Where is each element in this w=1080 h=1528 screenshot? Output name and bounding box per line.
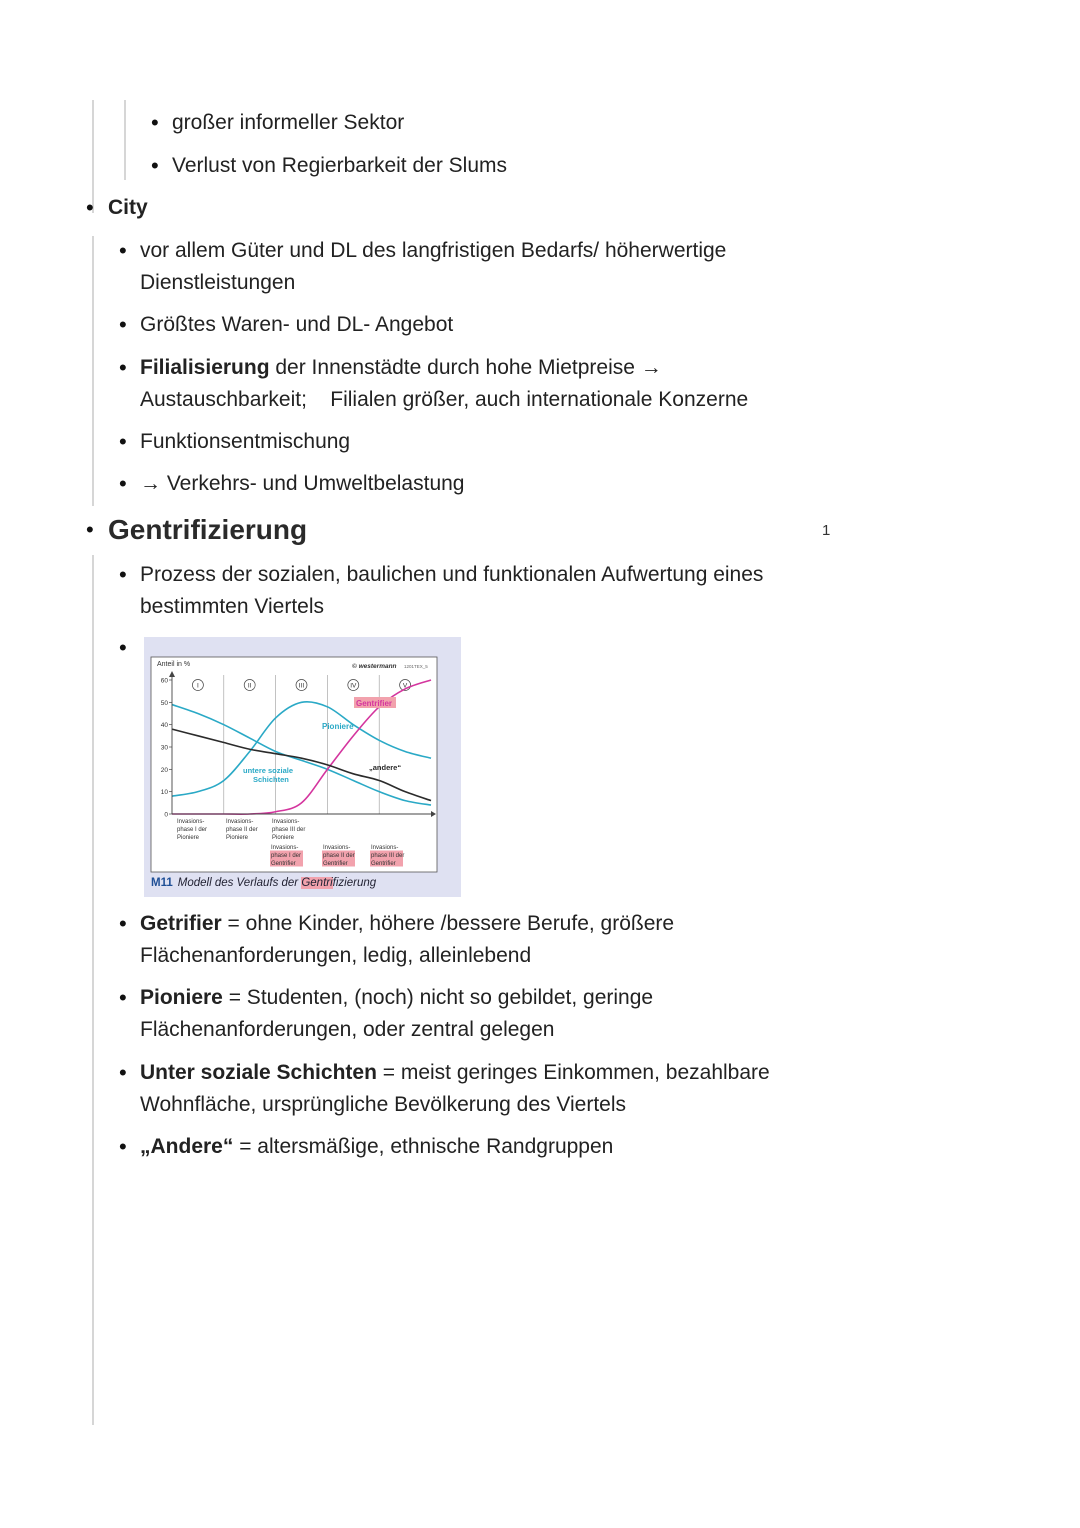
city-item-3-text: der Innenstädte durch hohe Mietpreise → — [269, 356, 662, 379]
city-item-4: Funktionsentmischung — [140, 430, 351, 453]
bullet: • — [119, 635, 127, 660]
curve-label-pioniere: Pioniere — [322, 722, 354, 731]
x-label-gentrifier-phase: Invasions- — [271, 845, 299, 851]
x-label-pioniere-phase: phase II der — [226, 827, 258, 833]
definition-pioniere-line-1 — [140, 982, 653, 1014]
city-item-2: Größtes Waren- und DL- Angebot — [140, 313, 454, 336]
y-tick-label: 60 — [160, 677, 168, 685]
curve-label-andere: „andere“ — [369, 763, 402, 772]
city-item-3-line-1 — [140, 352, 662, 384]
curve-label-untere-2: Schichten — [253, 775, 289, 784]
definition-pioniere-text: = Studenten, (noch) nicht so gebildet, geringe — [222, 986, 654, 1009]
x-label-pioniere-phase: Pioniere — [226, 835, 249, 841]
x-label-gentrifier-phase: Invasions- — [371, 845, 399, 851]
figure-caption — [151, 877, 376, 889]
x-label-gentrifier-phase: Invasions- — [323, 845, 351, 851]
definition-gentrifier-line-2: Flächenanforderungen, ledig, alleinlebend — [140, 944, 532, 967]
gentrification-model-figure — [144, 637, 461, 897]
bullet: • — [119, 471, 127, 496]
city-item-1-line-2: Dienstleistungen — [140, 271, 296, 294]
x-label-gentrifier-phase: phase II der — [323, 853, 355, 859]
definition-untere-line-2: Wohnfläche, ursprüngliche Bevölkerung des Viertels — [140, 1093, 627, 1116]
x-label-pioniere-phase: phase III der — [272, 827, 306, 833]
bullet: • — [151, 153, 159, 178]
x-label-gentrifier-phase: phase III der — [371, 853, 405, 859]
curve-label-gentrifier: Gentrifier — [356, 699, 393, 708]
definition-andere-line-1 — [140, 1131, 613, 1163]
definition-untere-line-1 — [140, 1057, 770, 1089]
y-tick-label: 40 — [160, 722, 168, 730]
bullet: • — [119, 429, 127, 454]
city-item-3-line-2: Austauschbarkeit; Filialen größer, auch internationale Konzerne — [140, 388, 749, 411]
caption-label: M11 — [151, 877, 173, 889]
bullet: • — [119, 985, 127, 1010]
phase-number: I — [196, 682, 199, 690]
city-item-5: → Verkehrs- und Umweltbelastung — [140, 472, 465, 495]
figure-code: 1201TEX_5 — [404, 664, 428, 669]
bullet: • — [119, 911, 127, 936]
x-label-gentrifier-phase: Gentrifier — [323, 861, 348, 867]
bullet: • — [119, 312, 127, 337]
bullet: • — [119, 562, 127, 587]
x-label-pioniere-phase: Pioniere — [177, 835, 200, 841]
bullet: • — [151, 110, 159, 135]
definition-untere-text: = meist geringes Einkommen, bezahlbare — [376, 1061, 770, 1084]
page-number: 1 — [822, 522, 831, 539]
x-label-pioniere-phase: Invasions- — [272, 819, 300, 825]
definition-andere-text: = altersmäßige, ethnische Randgruppen — [233, 1135, 614, 1158]
publisher-label: © westermann — [352, 663, 397, 670]
term-filialisierung: Filialisierung — [140, 356, 270, 379]
bullet: • — [119, 238, 127, 263]
caption-text-highlight: Gentri — [301, 877, 333, 889]
city-item-1-line-1: vor allem Güter und DL des langfristigen Bedarfs/ höherwertige — [140, 239, 727, 262]
outline-rail-city — [92, 236, 94, 506]
outline-rail-gentrifizierung — [92, 555, 94, 1425]
x-label-pioniere-phase: phase I der — [177, 827, 208, 833]
bullet: • — [119, 355, 127, 380]
term-unter-soziale-schichten: Unter soziale Schichten — [140, 1061, 377, 1084]
section-heading-gentrifizierung: Gentrifizierung — [108, 514, 308, 545]
bullet: • — [86, 195, 94, 220]
x-label-gentrifier-phase: Gentrifier — [371, 861, 396, 867]
gentrification-chart — [144, 637, 461, 897]
definition-gentrifier-text: = ohne Kinder, höhere /bessere Berufe, größere — [221, 912, 675, 935]
definition-pioniere-line-2: Flächenanforderungen, oder zentral gelegen — [140, 1018, 555, 1041]
phase-number: IV — [350, 682, 357, 690]
curve-label-untere-1: untere soziale — [243, 766, 294, 775]
x-label-pioniere-phase: Pioniere — [272, 835, 295, 841]
term-andere: „Andere“ — [140, 1135, 234, 1158]
x-label-pioniere-phase: Invasions- — [226, 819, 254, 825]
y-tick-label: 0 — [164, 811, 168, 819]
gentrifizierung-intro-line-1: Prozess der sozialen, baulichen und funktionalen Aufwertung eines — [140, 563, 764, 586]
y-axis-label: Anteil in % — [157, 661, 191, 668]
phase-number: III — [298, 682, 305, 690]
x-label-pioniere-phase: Invasions- — [177, 819, 205, 825]
x-label-gentrifier-phase: Gentrifier — [271, 861, 296, 867]
y-tick-label: 20 — [160, 766, 168, 774]
phase-number: II — [247, 682, 252, 690]
caption-text-post: fizierung — [332, 877, 377, 889]
bullet: • — [119, 1134, 127, 1159]
definition-gentrifier-line-1 — [140, 908, 674, 940]
section-heading-city: City — [108, 196, 148, 219]
list-item-regierbarkeit: Verlust von Regierbarkeit der Slums — [172, 154, 507, 177]
caption-text-pre: Modell des Verlaufs der — [177, 877, 302, 889]
term-getrifier: Getrifier — [140, 912, 222, 935]
term-pioniere: Pioniere — [140, 986, 223, 1009]
phase-number: V — [402, 682, 408, 690]
y-tick-label: 50 — [160, 699, 168, 707]
bullet: • — [119, 1060, 127, 1085]
x-label-gentrifier-phase: phase I der — [271, 853, 302, 859]
outline-rail-inner — [124, 100, 126, 180]
bullet: • — [86, 517, 94, 542]
list-item-informeller-sektor: großer informeller Sektor — [172, 111, 405, 134]
y-tick-label: 10 — [160, 789, 168, 797]
gentrifizierung-intro-line-2: bestimmten Viertels — [140, 595, 325, 618]
y-tick-label: 30 — [160, 744, 168, 752]
